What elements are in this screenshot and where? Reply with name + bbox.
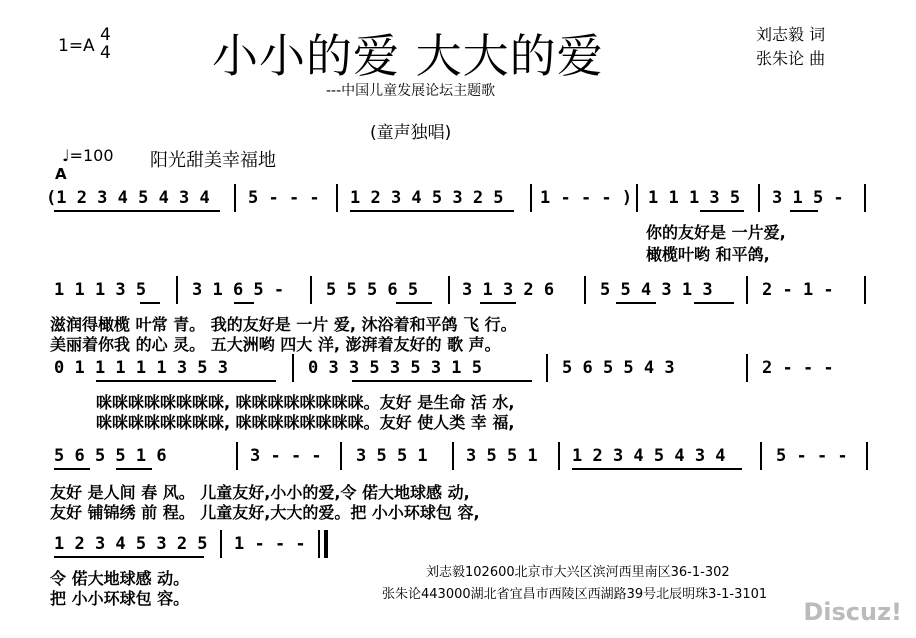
beam — [352, 380, 532, 382]
intro-lyric: 阳光甜美幸福地 — [150, 150, 276, 171]
performance-note: (童声独唱) — [370, 123, 452, 143]
barline — [292, 354, 294, 382]
beam — [350, 210, 514, 212]
measure: 2 - - - — [762, 358, 834, 378]
barline — [236, 442, 238, 470]
beam — [116, 468, 152, 470]
measure: 3 1 6 5 - — [192, 280, 285, 300]
beam — [480, 302, 516, 304]
final-barline-thin — [318, 530, 320, 558]
beam — [54, 468, 90, 470]
barline — [530, 184, 532, 212]
barline — [746, 276, 748, 304]
measure: 3 - - - — [250, 446, 322, 466]
time-signature-top: 4 — [100, 25, 111, 45]
tempo-value: =100 — [69, 146, 114, 165]
lyric-line: 橄榄叶哟 和平鸽, — [646, 245, 770, 264]
beam — [234, 302, 254, 304]
measure: 1 2 3 4 5 4 3 4 — [572, 446, 726, 466]
beam — [572, 468, 742, 470]
measure: (1 2 3 4 5 4 3 4 — [46, 188, 210, 208]
measure: 1 1 1 3 5 — [648, 188, 741, 208]
beam — [140, 302, 160, 304]
barline — [584, 276, 586, 304]
lyric-line: 友好 铺锦绣 前 程。 儿童友好,大大的爱。把 小小环球包 容, — [50, 503, 480, 522]
quarter-note-icon: ♩ — [62, 146, 70, 165]
barline — [866, 442, 868, 470]
beam — [54, 210, 220, 212]
measure: 5 - - - — [776, 446, 848, 466]
lyricist: 刘志毅 词 — [756, 25, 826, 44]
beam — [616, 302, 656, 304]
beam — [96, 380, 276, 382]
measure: 1 - - - ) — [540, 188, 633, 208]
lyric-line: 美丽着你我 的心 灵。 五大洲哟 四大 洋, 澎湃着友好的 歌 声。 — [50, 335, 501, 354]
measure: 3 1 5 - — [772, 188, 844, 208]
barline — [558, 442, 560, 470]
barline — [636, 184, 638, 212]
barline — [336, 184, 338, 212]
lyric-line: 把 小小环球包 容。 — [50, 589, 190, 608]
barline — [760, 442, 762, 470]
measure: 1 2 3 4 5 3 2 5 — [350, 188, 504, 208]
measure: 5 6 5 5 4 3 — [562, 358, 675, 378]
lyric-line: 你的友好是 一片爱, — [646, 223, 786, 242]
section-label: A — [55, 165, 67, 183]
tempo-marking — [62, 146, 114, 165]
contact-lyricist: 刘志毅102600北京市大兴区滨河西里南区36-1-302 — [426, 565, 730, 580]
beam — [700, 210, 744, 212]
measure: 3 5 5 1 — [466, 446, 538, 466]
measure: 0 3 3 5 3 5 3 1 5 — [308, 358, 482, 378]
watermark-logo: Discuz! — [803, 598, 902, 626]
time-signature — [100, 26, 111, 62]
measure: 5 5 5 6 5 — [326, 280, 419, 300]
lyric-line: 令 偌大地球感 动。 — [50, 569, 190, 588]
barline — [452, 442, 454, 470]
measure: 3 1 3 2 6 — [462, 280, 555, 300]
measure: 5 - - - — [248, 188, 320, 208]
barline — [340, 442, 342, 470]
time-signature-bottom: 4 — [100, 43, 111, 63]
lyric-line: 咪咪咪咪咪咪咪咪, 咪咪咪咪咪咪咪咪。友好 使人类 幸 福, — [96, 413, 515, 432]
barline — [546, 354, 548, 382]
beam — [54, 556, 204, 558]
song-title: 小小的爱 大大的爱 — [212, 29, 604, 83]
final-barline-thick — [324, 530, 328, 558]
beam — [694, 302, 734, 304]
measure: 1 2 3 4 5 3 2 5 — [54, 534, 208, 554]
barline — [310, 276, 312, 304]
barline — [864, 276, 866, 304]
barline — [176, 276, 178, 304]
barline — [746, 354, 748, 382]
barline — [220, 530, 222, 558]
lyric-line: 咪咪咪咪咪咪咪咪, 咪咪咪咪咪咪咪咪。友好 是生命 活 水, — [96, 393, 515, 412]
measure: 2 - 1 - — [762, 280, 834, 300]
key-signature: 1=A — [58, 36, 95, 56]
measure: 5 6 5 5 1 6 — [54, 446, 167, 466]
measure: 0 1 1 1 1 1 3 5 3 — [54, 358, 228, 378]
measure: 3 5 5 1 — [356, 446, 428, 466]
beam — [790, 210, 818, 212]
measure: 1 1 1 3 5 — [54, 280, 147, 300]
contact-composer: 张朱论443000湖北省宜昌市西陵区西湖路39号北辰明珠3-1-3101 — [382, 587, 768, 602]
composer: 张朱论 曲 — [756, 49, 826, 68]
subtitle: ---中国儿童发展论坛主题歌 — [326, 83, 496, 99]
barline — [234, 184, 236, 212]
lyric-line: 友好 是人间 春 风。 儿童友好,小小的爱,令 偌大地球感 动, — [50, 483, 470, 502]
barline — [864, 184, 866, 212]
measure: 1 - - - — [234, 534, 306, 554]
barline — [758, 184, 760, 212]
beam — [396, 302, 432, 304]
lyric-line: 滋润得橄榄 叶常 青。 我的友好是 一片 爱, 沐浴着和平鸽 飞 行。 — [50, 315, 517, 334]
barline — [448, 276, 450, 304]
measure: 5 5 4 3 1 3 — [600, 280, 713, 300]
